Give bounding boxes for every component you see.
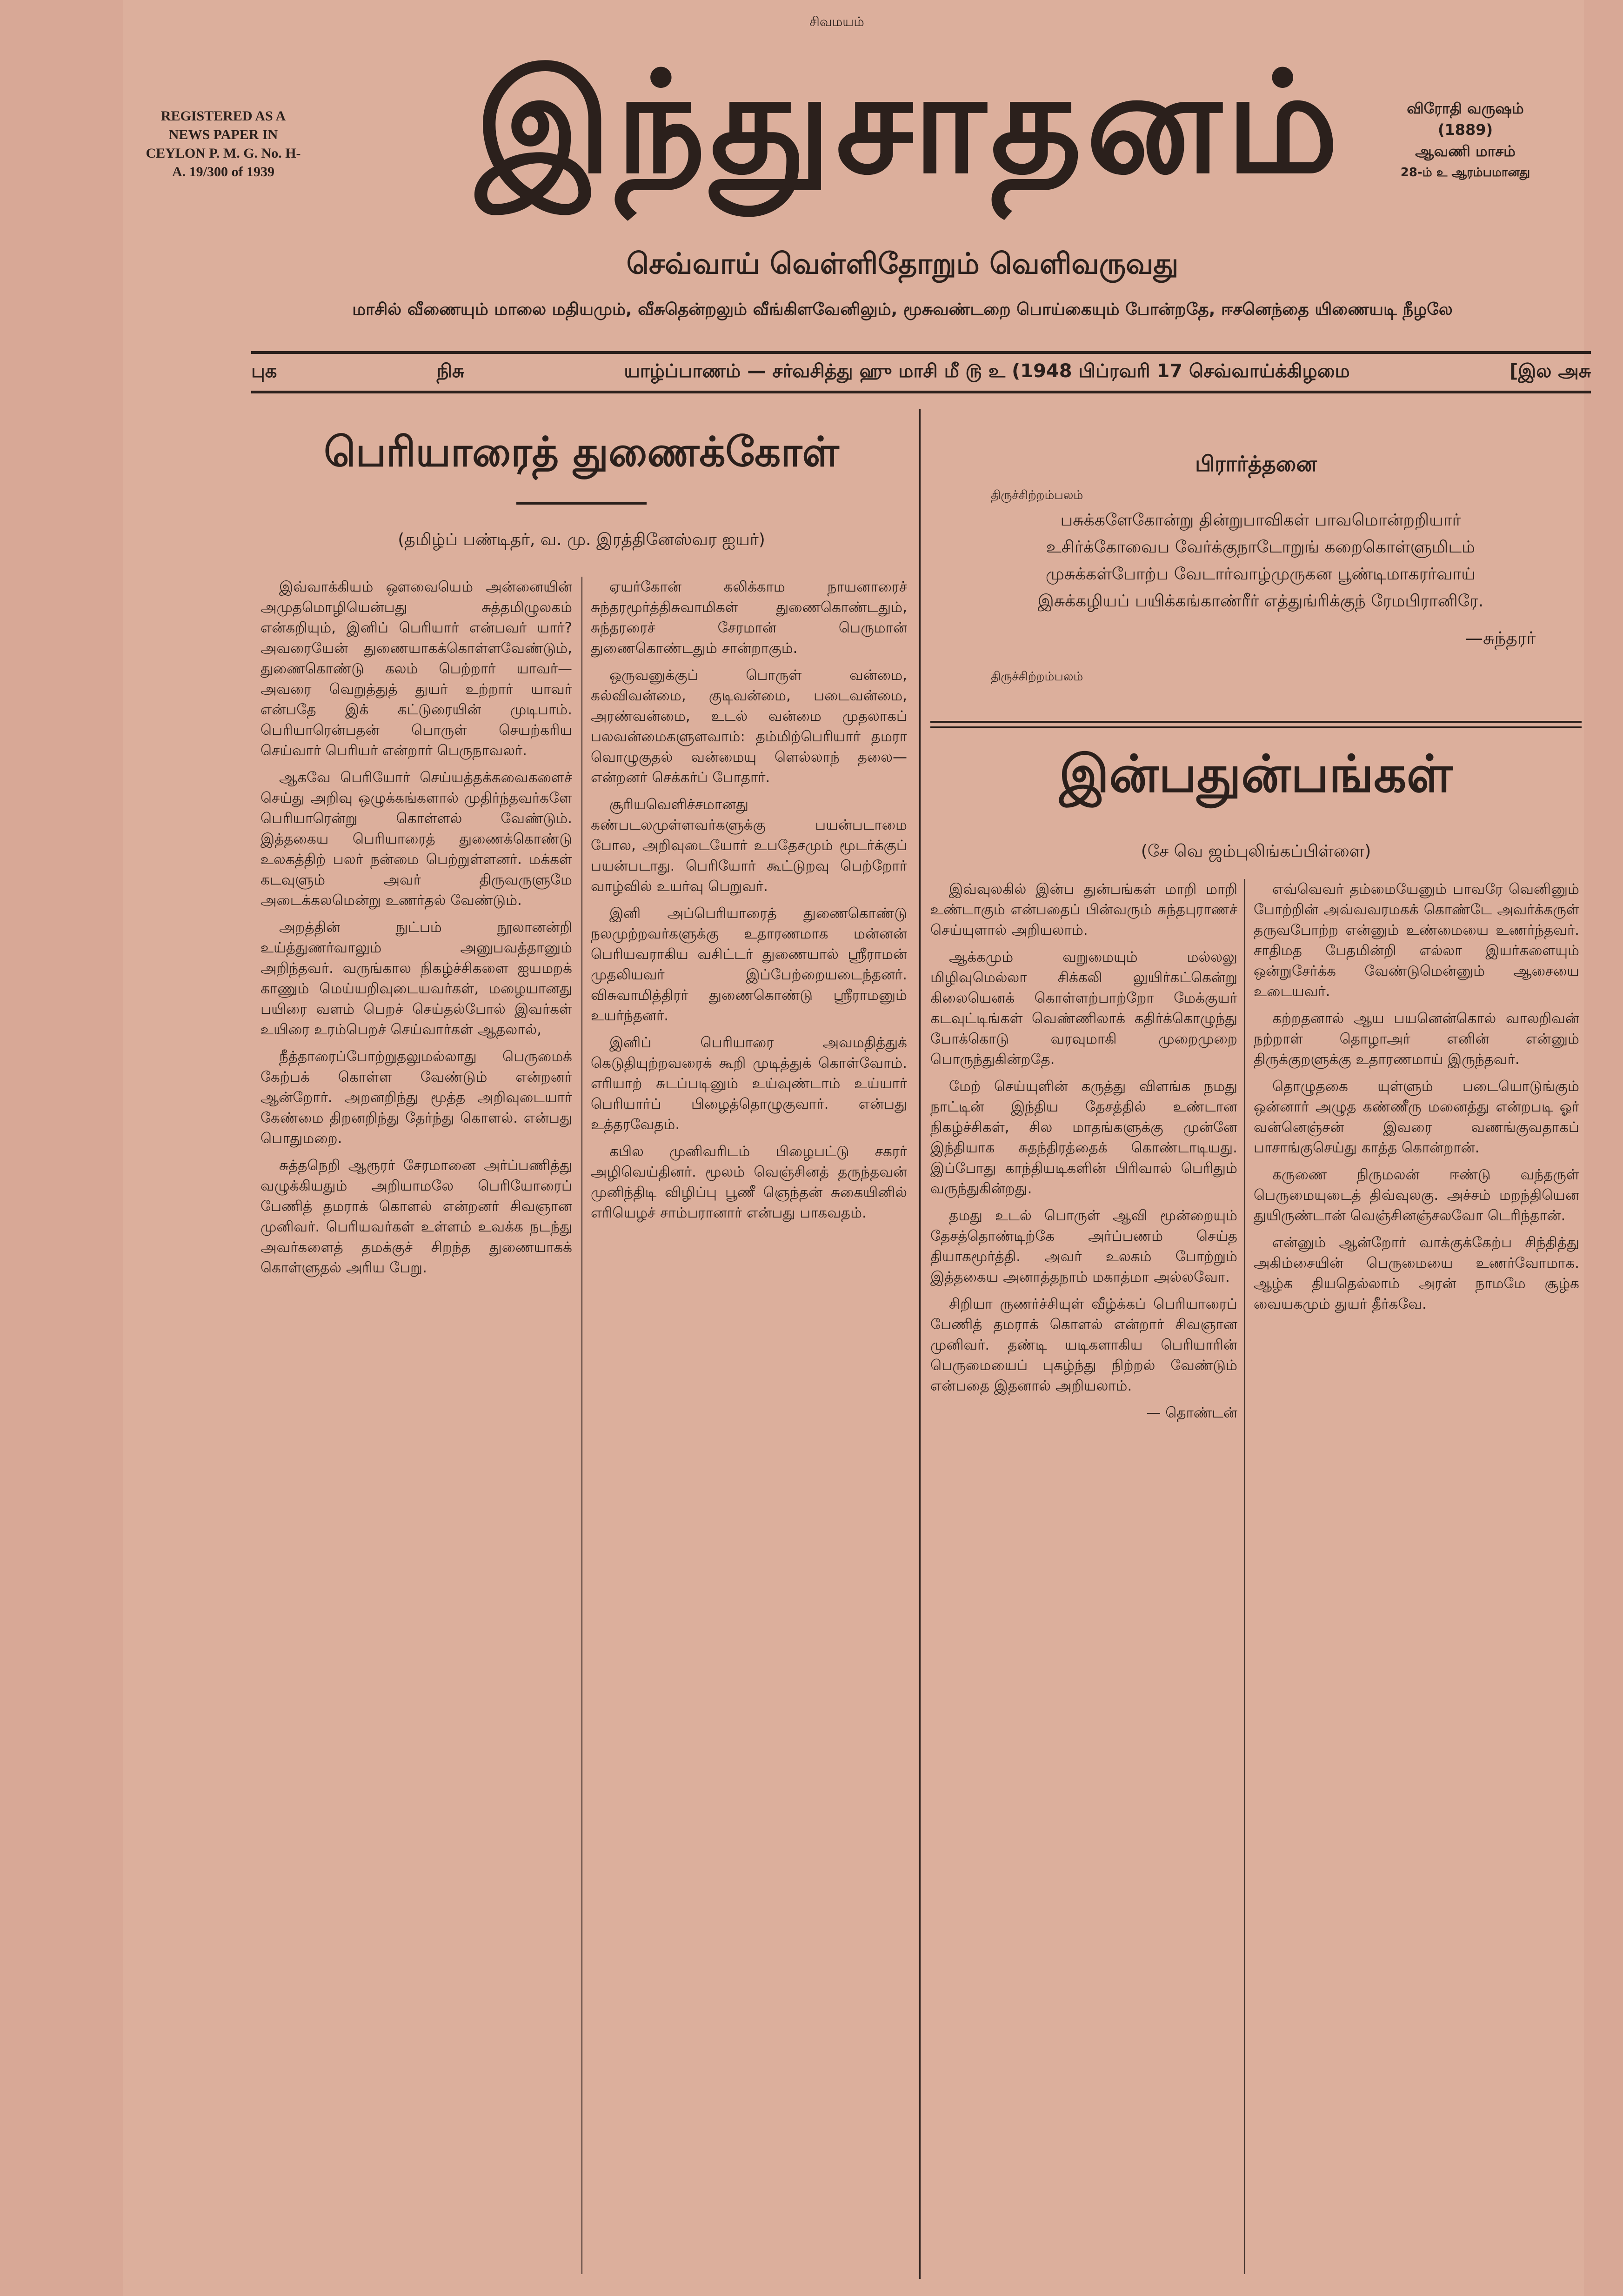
prayer-rule — [930, 721, 1582, 723]
year-info — [1396, 98, 1535, 183]
verse-line: இசுக்கழியப் பயிக்கங்காண்ரீர் எத்துங்ரிக்குந் ரேமபிரானிரே. — [1037, 592, 1484, 611]
article2-byline: (சே வெ ஜம்புலிங்கப்பிள்ளை) — [1141, 842, 1371, 861]
paragraph: இனி அப்பெரியாரைத் துணைகொண்டு நலமுற்றவர்களுக்கு உதாரணமாக மன்னன் பெரியவராகிய வசிட்டர் துணையால் ஸ்ரீராமன் முதலியவர் இப்பேற்றையடைந்தனர். விசுவாமித்திரர் துணைகொண்டு ஸ்ரீராமனும் உயர்ந்தனர். — [591, 905, 907, 1024]
verse-line: பசுக்களேகோன்று தின்றுபாவிகள் பாவமொன்றறியார் — [1060, 511, 1461, 530]
paragraph: இவ்வாக்கியம் ஔவையெம் அன்னையின் அமுதமொழியென்பது சுத்தமிழுலகம் என்கறியும், இனிப் பெரியார் என்பவர் யார்? அவரையேன் துணையாகக்கொள்ளவேண்டும், துணைகொண்டு கலம் பெற்றார் யாவர்— அவரை வெறுத்துத் துயர் உற்றார் யாவர் என்பதே இக் கட்டுரையின் முடிபாம். பெரியாரென்பதன் பொருள் செயற்கரிய செய்வார் பெரியர் என்றார் பெருநாவலர். — [260, 579, 572, 759]
paragraph: ஆகவே பெரியோர் செய்யத்தக்கவைகளைச் செய்து அறிவு ஒழுக்கங்களால் முதிர்ந்தவர்களே பெரியாரென்று கொள்ளல் வேண்டும். இத்தகைய பெரியாரைத் துணைக்கொண்டு உலகத்திற் பலர் நன்மை பெற்றுள்ளனர். மக்கள் கடவுளும் அவர் திருவருளுமே அடைக்கலமென்று உணர்தல் வேண்டும். — [260, 769, 572, 909]
verse-line: உசிர்க்கோவைப வேர்க்குநாடோறுங் கறைகொள்ளுமிடம் — [1046, 538, 1475, 557]
article2-column-1 — [930, 879, 1237, 1423]
year-line-4: 28-ம் உ ஆரம்பமானது — [1400, 166, 1530, 180]
paragraph: ஒருவனுக்குப் பொருள் வன்மை, கல்விவன்மை, குடிவன்மை, படைவன்மை, அரண்வன்மை, உடல் வன்மை முதலாகப் பலவன்மைகளுளவாம்: தம்மிற்பெரியார் தமரா வொழுகுதல் வன்மையு ளெல்லாந் தலை— என்றனர் செக்கர்ப் போதார். — [591, 667, 907, 786]
dateline — [251, 360, 1591, 384]
article2-column-2 — [1254, 879, 1579, 1321]
dateline-bottom-rule — [251, 391, 1591, 393]
paragraph: கற்றதனால் ஆய பயனென்கொல் வாலறிவன் நற்றாள் தொழாஅர் எனின் என்னும் திருக்குறளுக்கு உதாரணமாய் இருந்தவர். — [1254, 1010, 1579, 1068]
paragraph: இவ்வுலகில் இன்ப துன்பங்கள் மாறி மாறி உண்டாகும் என்பதைப் பின்வரும் சுந்தபுராணச் செய்யுளால் அறியலாம். — [930, 881, 1237, 938]
paragraph: சூரியவெளிச்சமானது கண்படலமுள்ளவர்களுக்கு பயன்படாமை போல, அறிவுடையோர் உபதேசமும் மூடர்க்குப் பயன்படாது. பெரியோர் கூட்டுறவு பெற்றோர் வாழ்வில் உயர்வு பெறுவர். — [591, 796, 907, 895]
dateline-volume: புக — [251, 360, 277, 382]
prayer-verse — [940, 507, 1582, 615]
article2-column-rule — [1244, 879, 1245, 2274]
article2-headline: இன்பதுன்பங்கள் — [1059, 744, 1453, 804]
motto: மாசில் வீணையும் மாலை மதியமும், வீசுதென்றலும் வீங்கிளவேனிலும், மூசுவண்டறை பொய்கையும் போன்றதே, ஈசனெந்தை யிணையடி நீழலே — [352, 300, 1453, 319]
paragraph: தொழுதகை யுள்ளும் படையொடுங்கும் ஒன்னார் அழுத கண்ணீரு மனைத்து என்றபடி ஓர் வன்னெஞ்சன் இவரை வணங்குவதாகப் பாசாங்குசெய்து காத்த கொன்றான். — [1254, 1078, 1579, 1156]
paragraph: சிறியா ருணர்ச்சியுள் வீழ்க்கப் பெரியாரைப் பேணித் தமராக் கொளல் என்றார் சிவஞான முனிவர். தண்டி யடிகளாகிய பெரியாரின் பெருமையைப் புகழ்ந்து நிற்றல் வேண்டும் என்பதை இதனால் அறியலாம். — [930, 1296, 1237, 1394]
prayer-rule-2 — [930, 726, 1582, 728]
paragraph: மேற் செய்யுளின் கருத்து விளங்க நமது நாட்டின் இந்திய தேசத்தில் உண்டான நிகழ்ச்சிகள், சில மாதங்களுக்கு முன்னே இந்தியாக சுதந்திரத்தைக் கொண்டாடியது. இப்போது காந்தியடிகளின் பிரிவால் பெரிதும் வருந்துகின்றது. — [930, 1078, 1237, 1197]
paragraph: எவ்வெவர் தம்மையேனும் பாவரே வெனினும் போற்றின் அவ்வவரமகக் கொண்டே அவர்க்கருள் தருவபோற்ற என்னும் உண்மையை உணர்ந்தவர். சாதிமத பேதமின்றி எல்லா இயர்களையும் ஒன்றுசேர்க்க வேண்டுமென்னும் ஆசையை உடையவர். — [1254, 881, 1579, 1000]
paragraph: ஏயர்கோன் கலிக்காம நாயனாரைச் சுந்தரமூர்த்திசுவாமிகள் துணைகொண்டதும், சுந்தரரைச் சேரமான் பெருமான் துணைகொண்டதும் சான்றாகும். — [591, 579, 907, 657]
prayer-subtitle: திருச்சிற்றம்பலம் — [991, 488, 1083, 502]
paragraph: ஆக்கமும் வறுமையும் மல்லலு மிழிவுமெல்லா சிக்கலி லுயிர்கட்கென்று கிலையெனக் கொள்ளற்பாற்றோ மேக்குயர் கடவுட்டிங்கள் வெண்ணிலாக் கதிர்க்கொழுந்து போக்கொடு வரவுமாகி முறைமுறை பொருந்துகின்றதே. — [930, 949, 1237, 1068]
paragraph: தமது உடல் பொருள் ஆவி மூன்றையும் தேசத்தொண்டிற்கே அர்ப்பணம் செய்த தியாகமூர்த்தி. அவர் உலகம் போற்றும் இத்தகைய அனாத்தநாம் மகாத்மா அல்லவோ. — [930, 1207, 1237, 1285]
dateline-issue: நிசு — [436, 360, 465, 382]
masthead-invocation: சிவமயம் — [809, 14, 864, 29]
paragraph: அறத்தின் நுட்பம் நூலானன்றி உய்த்துணர்வாலும் அனுபவத்தானும் அறிந்தவர். வருங்கால நிகழ்ச்சிகளை ஐயமறக் காணும் மெய்யறிவுடையவர்கள், மழையானது பயிரை வளம் பெறச் செய்தல்போல் இவர்கள் உயிரை உரம்பெறச் செய்வார்கள் ஆதலால், — [260, 919, 572, 1038]
section-divider — [919, 409, 921, 2279]
dateline-number: [இல அசு — [1509, 360, 1591, 382]
paragraph: என்னும் ஆன்றோர் வாக்குக்கேற்ப சிந்தித்து அகிம்சையின் பெருமையை உணர்வோமாக. ஆழ்க தியதெல்லாம் அரன் நாமமே சூழ்க வையகமும் துயர் தீர்கவே. — [1254, 1234, 1579, 1312]
year-line-3: ஆவணி மாசம் — [1415, 142, 1516, 160]
verse-line: முசுக்கள்போற்ப வேடார்வாழ்முருகன பூண்டிமாகரர்வாய் — [1045, 565, 1476, 584]
paragraph: கபில முனிவரிடம் பிழைபட்டு சகரர் அழிவெய்தினர். மூலம் வெஞ்சினத் தருந்தவன் முனிந்திடி விழிப்பு பூணீ ஞெந்தன் சுகையினில் எரியெழச் சாம்பரானார் என்பது பாகவதம். — [591, 1143, 907, 1221]
tagline: செவ்வாய் வெள்ளிதோறும் வெளிவருவது — [626, 246, 1179, 280]
paragraph: நீத்தாரைப்போற்றுதலுமல்லாது பெருமைக் கேற்பக் கொள்ள வேண்டும் என்றனர் ஆன்றோர். அறனறிந்து மூத்த அறிவுடையார் கேண்மை திறனறிந்து தேர்ந்து கொளல். என்பது பொதுமறை. — [260, 1048, 572, 1147]
year-line-1: விரோதி வருஷம் — [1407, 100, 1524, 117]
article1-column-rule — [581, 577, 582, 2274]
article1-headline: பெரியாரைத் துணைக்கோள் — [324, 428, 839, 476]
article1-column-1 — [260, 577, 572, 1284]
dateline-top-rule — [251, 351, 1591, 354]
article2-signature: — தொண்டன் — [1146, 1404, 1237, 1421]
prayer-subtitle-2: திருச்சிற்றம்பலம் — [991, 670, 1083, 684]
dateline-place-date: யாழ்ப்பாணம் — சர்வசித்து ஹு மாசி மீ ௫ உ (1948 பிப்ரவரி 17 செவ்வாய்க்கிழமை — [624, 360, 1350, 382]
prayer-title: பிரார்த்தனை — [1195, 451, 1317, 476]
registration-notice: REGISTERED AS A NEWS PAPER IN CEYLON P. M. G. No. H- A. 19/300 of 1939 — [146, 108, 301, 180]
year-line-2: (1889) — [1437, 121, 1493, 139]
paragraph: சுத்தநெறி ஆரூரர் சேரமானை அர்ப்பணித்து வழுக்கியதும் அறியாமலே பெரியோரைப் பேணித் தமராக் கொளல் என்றனர் சிவஞான முனிவர். பெரியவர்கள் உள்ளம் உவக்க நடந்து அவர்களைத் தமக்குச் சிறந்த துணையாகக் கொள்ளுதல் அரிய பேறு. — [260, 1157, 572, 1276]
paragraph: இனிப் பெரியாரை அவமதித்துக் கெடுதியுற்றவரைக் கூறி முடித்துக் கொள்வோம். எரியாற் சுடப்படினும் உய்வுண்டாம் உய்யார் பெரியார்ப் பிழைத்தொழுகுவார். என்பது உத்தரவேதம். — [591, 1034, 907, 1133]
prayer-signature: —சுந்தரர் — [1465, 628, 1536, 648]
article1-byline: (தமிழ்ப் பண்டிதர், வ. மு. இரத்தினேஸ்வர ஐயர்) — [398, 530, 765, 549]
newspaper-title: இந்துசாதனம் — [475, 42, 1343, 204]
article1-headline-rule — [516, 502, 647, 505]
paragraph: கருணை நிருமலன் ஈண்டு வந்தருள் பெருமையுடைத் திவ்வுலகு. அச்சம் மறந்தியென துயிருண்டான் வெஞ்சினஞ்சலவோ டெரிந்தான். — [1254, 1166, 1579, 1224]
article1-column-2 — [591, 577, 907, 1230]
